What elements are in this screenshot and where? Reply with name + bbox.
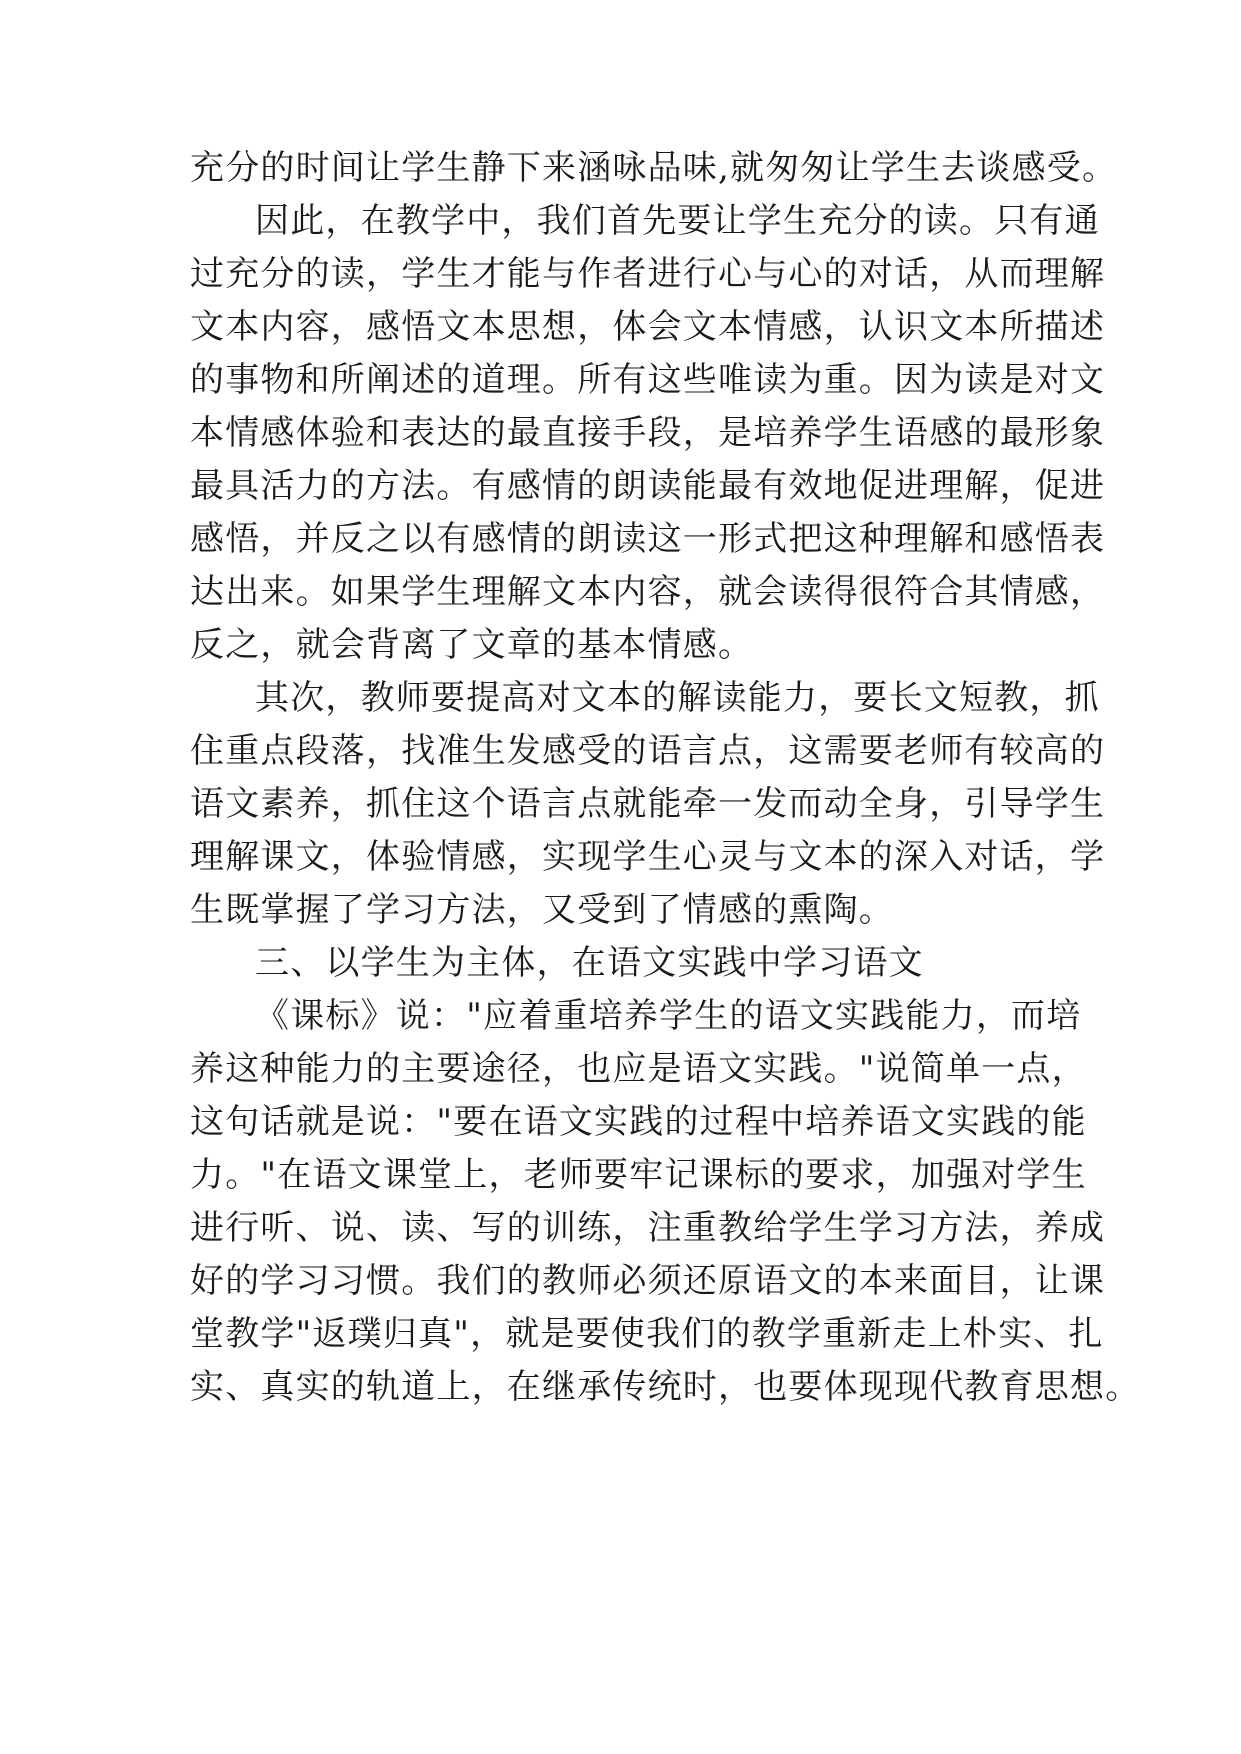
section-heading: 三、以学生为主体，在语文实践中学习语文	[255, 943, 924, 983]
text-line: 进行听、说、读、写的训练，注重教给学生学习方法，养成	[190, 1208, 1106, 1248]
text-line: 语文素养，抓住这个语言点就能牵一发而动全身，引导学生	[190, 784, 1106, 824]
text-line: 充分的时间让学生静下来涵咏品味,就匆匆让学生去谈感受。	[190, 148, 1118, 188]
text-line: 养这种能力的主要途径，也应是语文实践。"说简单一点，	[190, 1049, 1087, 1089]
text-line: 文本内容，感悟文本思想，体会文本情感，认识文本所描述	[190, 307, 1106, 347]
text-line: 力。"在语文课堂上，老师要牢记课标的要求，加强对学生	[190, 1155, 1087, 1195]
text-line: 实、真实的轨道上，在继承传统时，也要体现现代教育思想。	[190, 1367, 1141, 1407]
text-line: 本情感体验和表达的最直接手段，是培养学生语感的最形象	[190, 413, 1106, 453]
paragraph-start-line: 因此，在教学中，我们首先要让学生充分的读。只有通	[255, 201, 1100, 241]
text-line: 达出来。如果学生理解文本内容，就会读得很符合其情感，	[190, 572, 1106, 612]
text-line: 感悟，并反之以有感情的朗读这一形式把这种理解和感悟表	[190, 519, 1106, 559]
text-line: 最具活力的方法。有感情的朗读能最有效地促进理解，促进	[190, 466, 1106, 506]
text-line: 这句话就是说："要在语文实践的过程中培养语文实践的能	[190, 1102, 1087, 1142]
paragraph-start-line: 《课标》说："应着重培养学生的语文实践能力，而培	[255, 996, 1082, 1036]
text-line: 好的学习习惯。我们的教师必须还原语文的本来面目，让课	[190, 1261, 1106, 1301]
paragraph-start-line: 其次，教师要提高对文本的解读能力，要长文短教，抓	[255, 678, 1100, 718]
text-line: 理解课文，体验情感，实现学生心灵与文本的深入对话，学	[190, 837, 1106, 877]
text-line: 过充分的读，学生才能与作者进行心与心的对话，从而理解	[190, 254, 1106, 294]
text-line: 堂教学"返璞归真"，就是要使我们的教学重新走上朴实、扎	[190, 1314, 1104, 1354]
text-line: 生既掌握了学习方法，又受到了情感的熏陶。	[190, 890, 894, 930]
text-line: 反之，就会背离了文章的基本情感。	[190, 625, 754, 665]
text-line: 的事物和所阐述的道理。所有这些唯读为重。因为读是对文	[190, 360, 1106, 400]
text-line: 住重点段落，找准生发感受的语言点，这需要老师有较高的	[190, 731, 1106, 771]
